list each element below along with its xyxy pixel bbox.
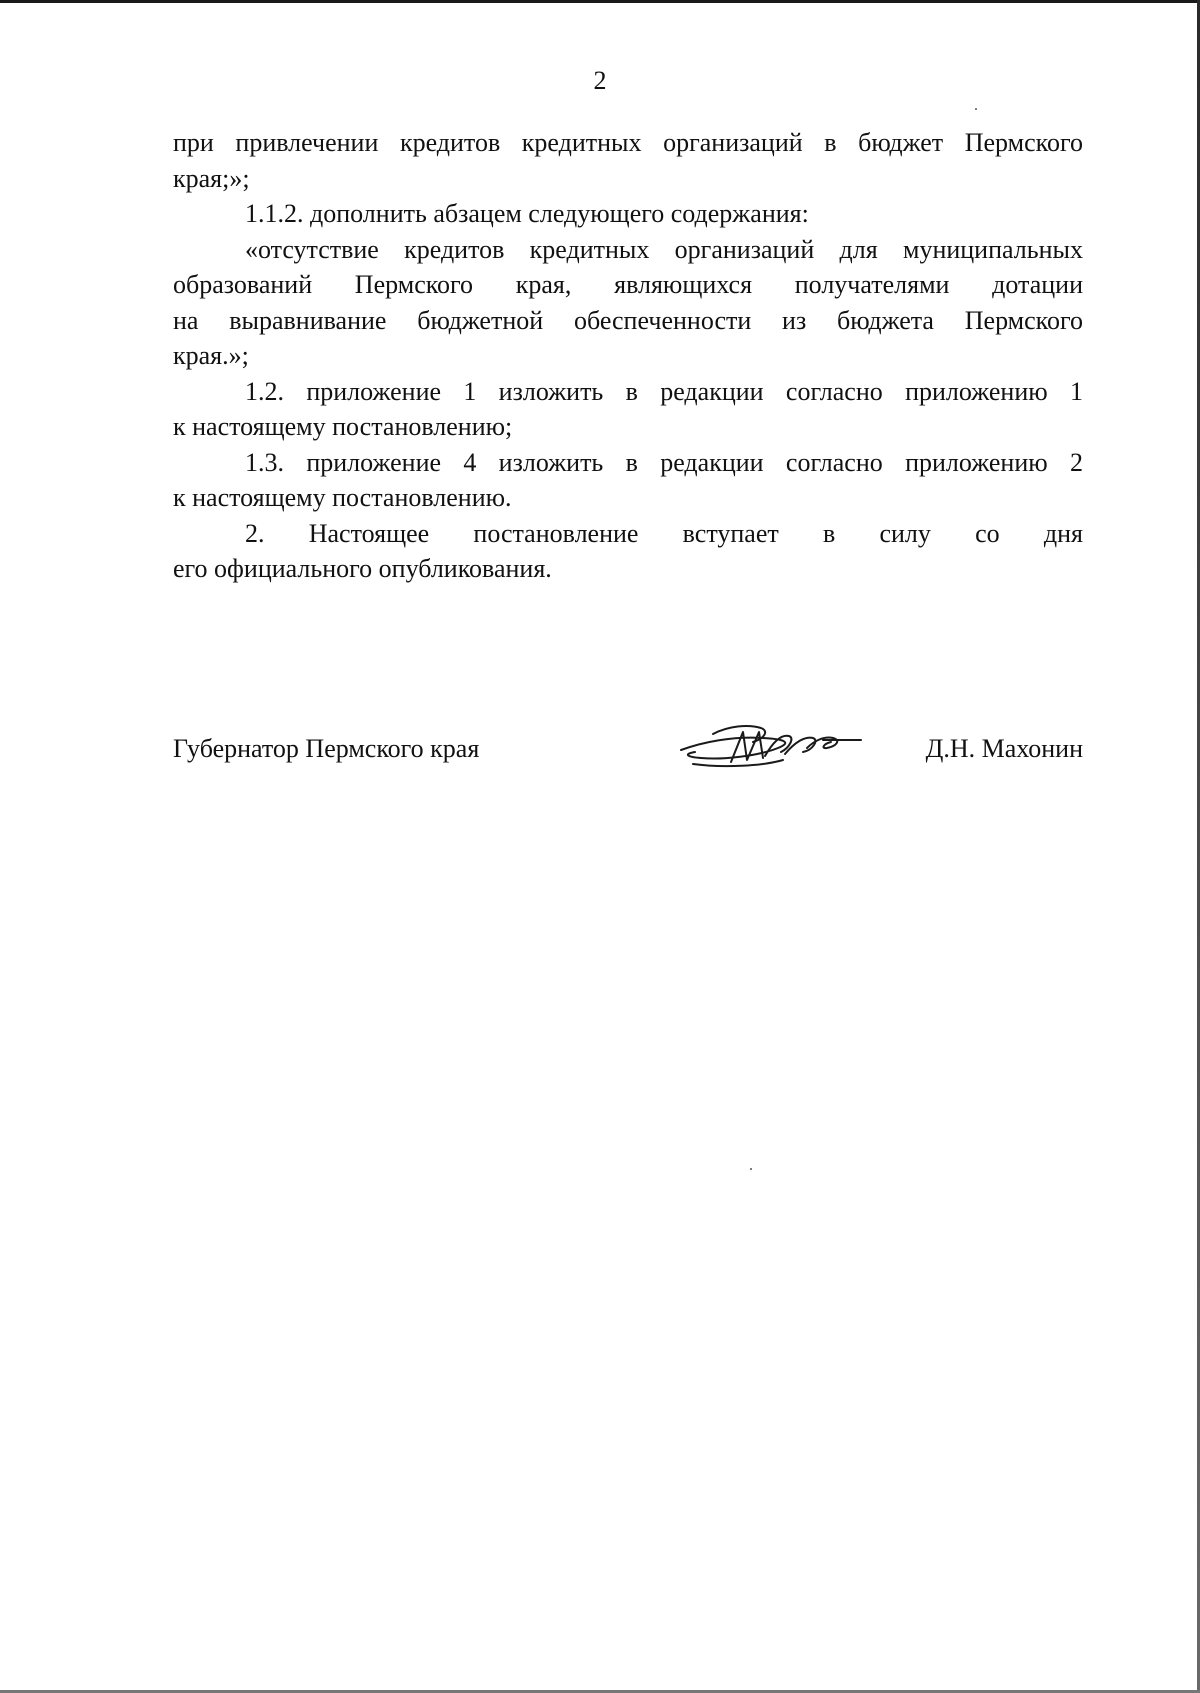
text-line: 1.1.2. дополнить абзацем следующего содержания: bbox=[245, 199, 809, 228]
scan-speck bbox=[750, 1168, 752, 1170]
scan-speck bbox=[975, 108, 977, 110]
text-line: края;»; bbox=[173, 163, 250, 193]
paragraph-item-1-2 bbox=[173, 374, 1083, 445]
text-line: 1.3. приложение 4 изложить в редакции согласно приложению 2 bbox=[245, 447, 1083, 477]
paragraph-item-1-3 bbox=[173, 445, 1083, 516]
signature-block bbox=[173, 728, 1083, 788]
text-line: на выравнивание бюджетной обеспеченности из бюджета Пермского bbox=[173, 305, 1083, 335]
signatory-position: Губернатор Пермского края bbox=[173, 734, 480, 763]
text-line: 1.2. приложение 1 изложить в редакции согласно приложению 1 bbox=[245, 376, 1083, 406]
paragraph-quoted-addition bbox=[173, 232, 1083, 374]
text-line: 2. Настоящее постановление вступает в силу со дня bbox=[245, 518, 1083, 548]
text-line: к настоящему постановлению; bbox=[173, 412, 513, 441]
paragraph-item-1-1-2 bbox=[173, 196, 1083, 232]
text-line: при привлечении кредитов кредитных организаций в бюджет Пермского bbox=[173, 128, 1083, 157]
handwritten-signature bbox=[673, 712, 863, 782]
scan-edge-top bbox=[0, 0, 1200, 3]
text-line: его официального опубликования. bbox=[173, 554, 552, 583]
paragraph-item-2 bbox=[173, 516, 1083, 587]
text-line: «отсутствие кредитов кредитных организаций для муниципальных bbox=[245, 234, 1083, 264]
page-number: 2 bbox=[593, 66, 607, 95]
text-line: образований Пермского края, являющихся получателями дотации bbox=[173, 270, 1083, 299]
text-line: края.»; bbox=[173, 341, 249, 370]
text-line: к настоящему постановлению. bbox=[173, 483, 512, 512]
signatory-name: Д.Н. Махонин bbox=[925, 734, 1083, 763]
paragraph-credit-attraction bbox=[173, 125, 1083, 196]
document-body bbox=[173, 125, 1083, 587]
